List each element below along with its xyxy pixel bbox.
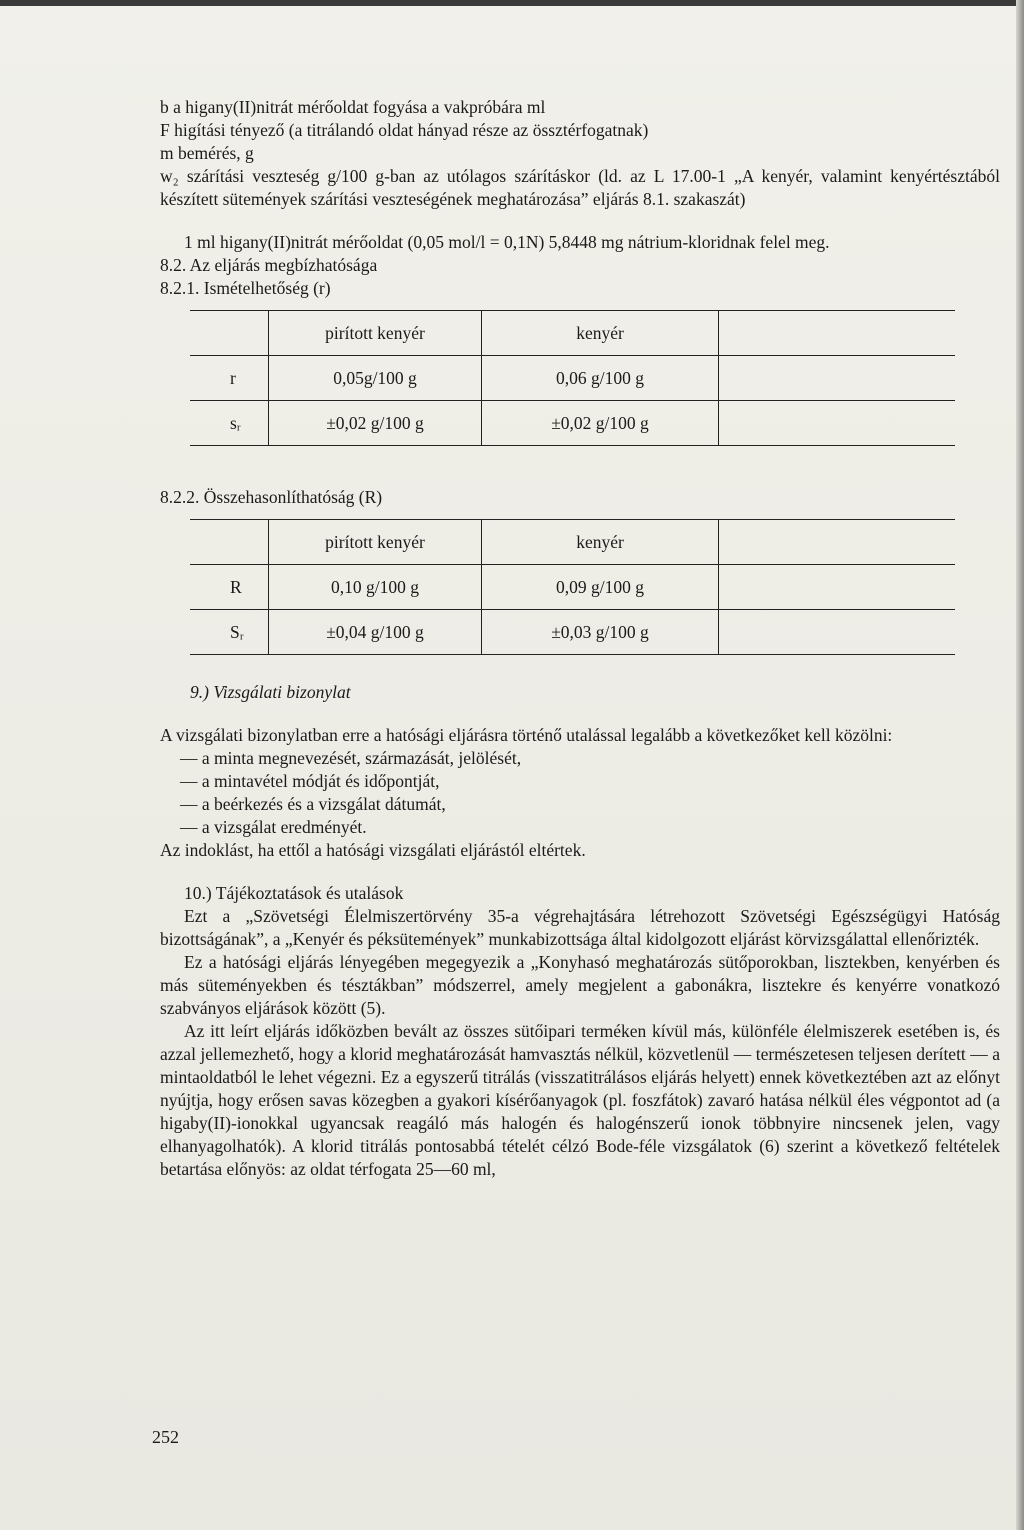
table-cell: 0,05g/100 g bbox=[269, 356, 482, 401]
list-item: — a beérkezés és a vizsgálat dátumát, bbox=[180, 794, 446, 814]
page-body bbox=[160, 96, 1000, 1181]
section-9-intro: A vizsgálati bizonylatban erre a hatósági eljárásra történő utalással legalább a következőket kell közölni: bbox=[160, 725, 893, 745]
section-8-2-heading: 8.2. Az eljárás megbízhatósága bbox=[160, 255, 378, 275]
intro-line-m: m bemérés, g bbox=[160, 143, 254, 163]
table-cell: ±0,02 g/100 g bbox=[269, 401, 482, 446]
table-cell: ±0,04 g/100 g bbox=[269, 610, 482, 655]
table-cell: ±0,03 g/100 g bbox=[482, 610, 719, 655]
intro-line-w2: w₂ szárítási veszteség g/100 g-ban az utólagos szárításkor (ld. az L 17.00-1 „A kenyér, valamint kenyértésztából készített sütemények szárítási veszteségének meghatározása” eljárás 8.1. szakaszát) bbox=[160, 166, 1000, 209]
scan-right-edge bbox=[1016, 0, 1024, 1530]
intro-line-b: b a higany(II)nitrát mérőoldat fogyása a vakpróbára ml bbox=[160, 97, 546, 117]
table-cell: 0,09 g/100 g bbox=[482, 565, 719, 610]
section-10-paragraph: Ezt a „Szövetségi Élelmiszertörvény 35-a végrehajtására létrehozott Szövetségi Egészségügyi Hatóság bizottságának”, a „Kenyér és péksütemények” munkabizottsága által kidolgozott eljárást körvizsgálattal ellenőrizték. bbox=[160, 906, 1000, 949]
table-header-row bbox=[190, 520, 955, 565]
table-row bbox=[190, 565, 955, 610]
row-label: sᵣ bbox=[190, 401, 269, 446]
table-cell: 0,10 g/100 g bbox=[269, 565, 482, 610]
row-label: Sᵣ bbox=[190, 610, 269, 655]
list-item: — a mintavétel módját és időpontját, bbox=[180, 771, 440, 791]
table-header-cell: kenyér bbox=[482, 311, 719, 356]
row-label: R bbox=[190, 565, 269, 610]
section-10-paragraph: Ez a hatósági eljárás lényegében megegyezik a „Konyhasó meghatározás sütőporokban, lisztekben, kenyérben és más süteményekben és tésztákban” módszerrel, amely megjelent a gabonákra, lisztekre és kenyérre vonatkozó szabványos eljárások között (5). bbox=[160, 952, 1000, 1018]
table-header-cell: kenyér bbox=[482, 520, 719, 565]
intro-line-f: F higítási tényező (a titrálandó oldat hányad része az össztérfogatnak) bbox=[160, 120, 649, 140]
table-cell: 0,06 g/100 g bbox=[482, 356, 719, 401]
repeatability-table bbox=[190, 310, 955, 446]
section-10-paragraph: Az itt leírt eljárás időközben bevált az összes sütőipari terméken kívül más, különféle élelmiszerek esetében is, és azzal jellemezhető, hogy a klorid meghatározását hamvasztás nélkül, közvetlenül — természetesen teljesen derített — a mintaoldatból le lehet végezni. Ez a egyszerű titrálás (visszatitrálásos eljárás helyett) ennek következtében azt az előnyt nyújtja, hogy erősen savas közegben a gyakori kísérőanyagok (pl. foszfátok) zavaró hatása nélkül éles végpontot ad (a higaby(II)-ionokkal ugyancsak reagáló más halogén és halogénszerű ionok többnyire nincsenek jelen, vagy elhanyagolhatók). A klorid titrálás pontosabbá tételét célzó Bode-féle vizsgálatok (6) szerint a következő feltételek betartása előnyös: az oldat térfogata 25—60 ml, bbox=[160, 1021, 1000, 1179]
table-header-cell: pirított kenyér bbox=[269, 520, 482, 565]
table-header-cell: pirított kenyér bbox=[269, 311, 482, 356]
page-number: 252 bbox=[152, 1427, 179, 1447]
table-header-row bbox=[190, 311, 955, 356]
list-item: — a minta megnevezését, származását, jelölését, bbox=[180, 748, 522, 768]
table-header-empty bbox=[190, 311, 269, 356]
table-header-empty bbox=[190, 520, 269, 565]
section-8-2-1-heading: 8.2.1. Ismételhetőség (r) bbox=[160, 278, 331, 298]
table-row bbox=[190, 401, 955, 446]
reproducibility-table bbox=[190, 519, 955, 655]
equivalence-statement: 1 ml higany(II)nitrát mérőoldat (0,05 mol/l = 0,1N) 5,8448 mg nátrium-kloridnak felel meg. bbox=[184, 232, 830, 252]
section-9-heading: 9.) Vizsgálati bizonylat bbox=[190, 682, 351, 702]
table-row bbox=[190, 610, 955, 655]
section-8-2-2-heading: 8.2.2. Összehasonlíthatóság (R) bbox=[160, 487, 383, 507]
row-label: r bbox=[190, 356, 269, 401]
scan-top-border bbox=[0, 0, 1024, 6]
section-10-heading: 10.) Tájékoztatások és utalások bbox=[184, 883, 404, 903]
table-cell: ±0,02 g/100 g bbox=[482, 401, 719, 446]
section-9-outro: Az indoklást, ha ettől a hatósági vizsgálati eljárástól eltértek. bbox=[160, 840, 586, 860]
list-item: — a vizsgálat eredményét. bbox=[180, 817, 367, 837]
table-row bbox=[190, 356, 955, 401]
